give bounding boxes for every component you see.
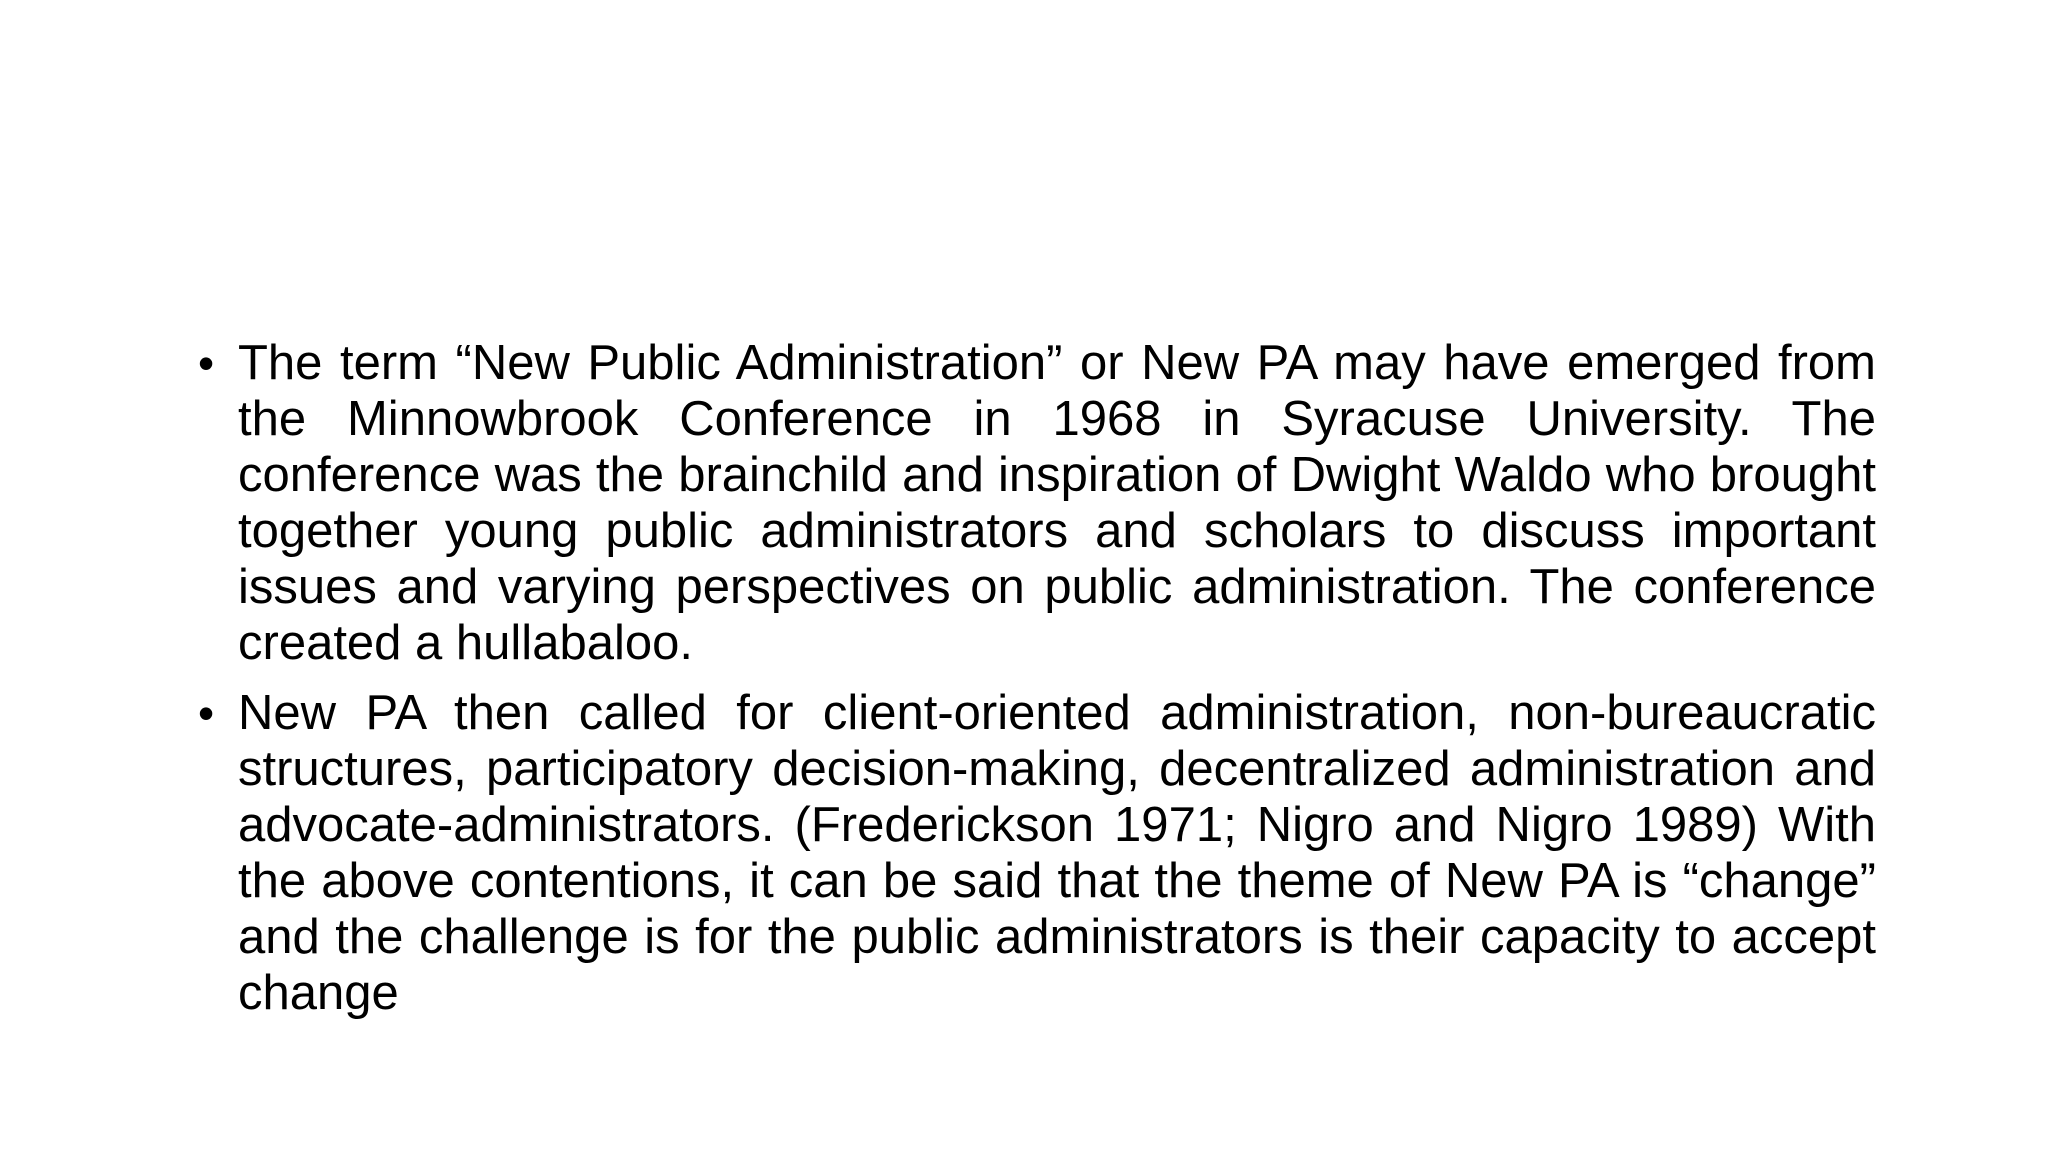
bullet-dot-icon: • (198, 337, 215, 389)
bullet-dot-icon: • (198, 687, 215, 739)
bullet-text: New PA then called for client-oriented administration, non-bureaucratic structures, participatory decision-making, decentralized administration and advocate-administrators. (Frederickson 1971; Nigro and Nigro 1989) With the above contentions, it can be said that the theme of New PA is “change” and the challenge is for the public administrators is their capacity to accept change (238, 686, 1876, 1020)
slide-body (190, 335, 1876, 1035)
bullet-text: The term “New Public Administration” or New PA may have emerged from the Minnowbrook Conference in 1968 in Syracuse University. The conference was the brainchild and inspiration of Dwight Waldo who brought together young public administrators and scholars to discuss important issues and varying perspectives on public administration. The conference created a hullabaloo. (238, 336, 1876, 670)
bullet-item (190, 335, 1876, 671)
bullet-list (190, 335, 1876, 1021)
bullet-item (190, 685, 1876, 1021)
